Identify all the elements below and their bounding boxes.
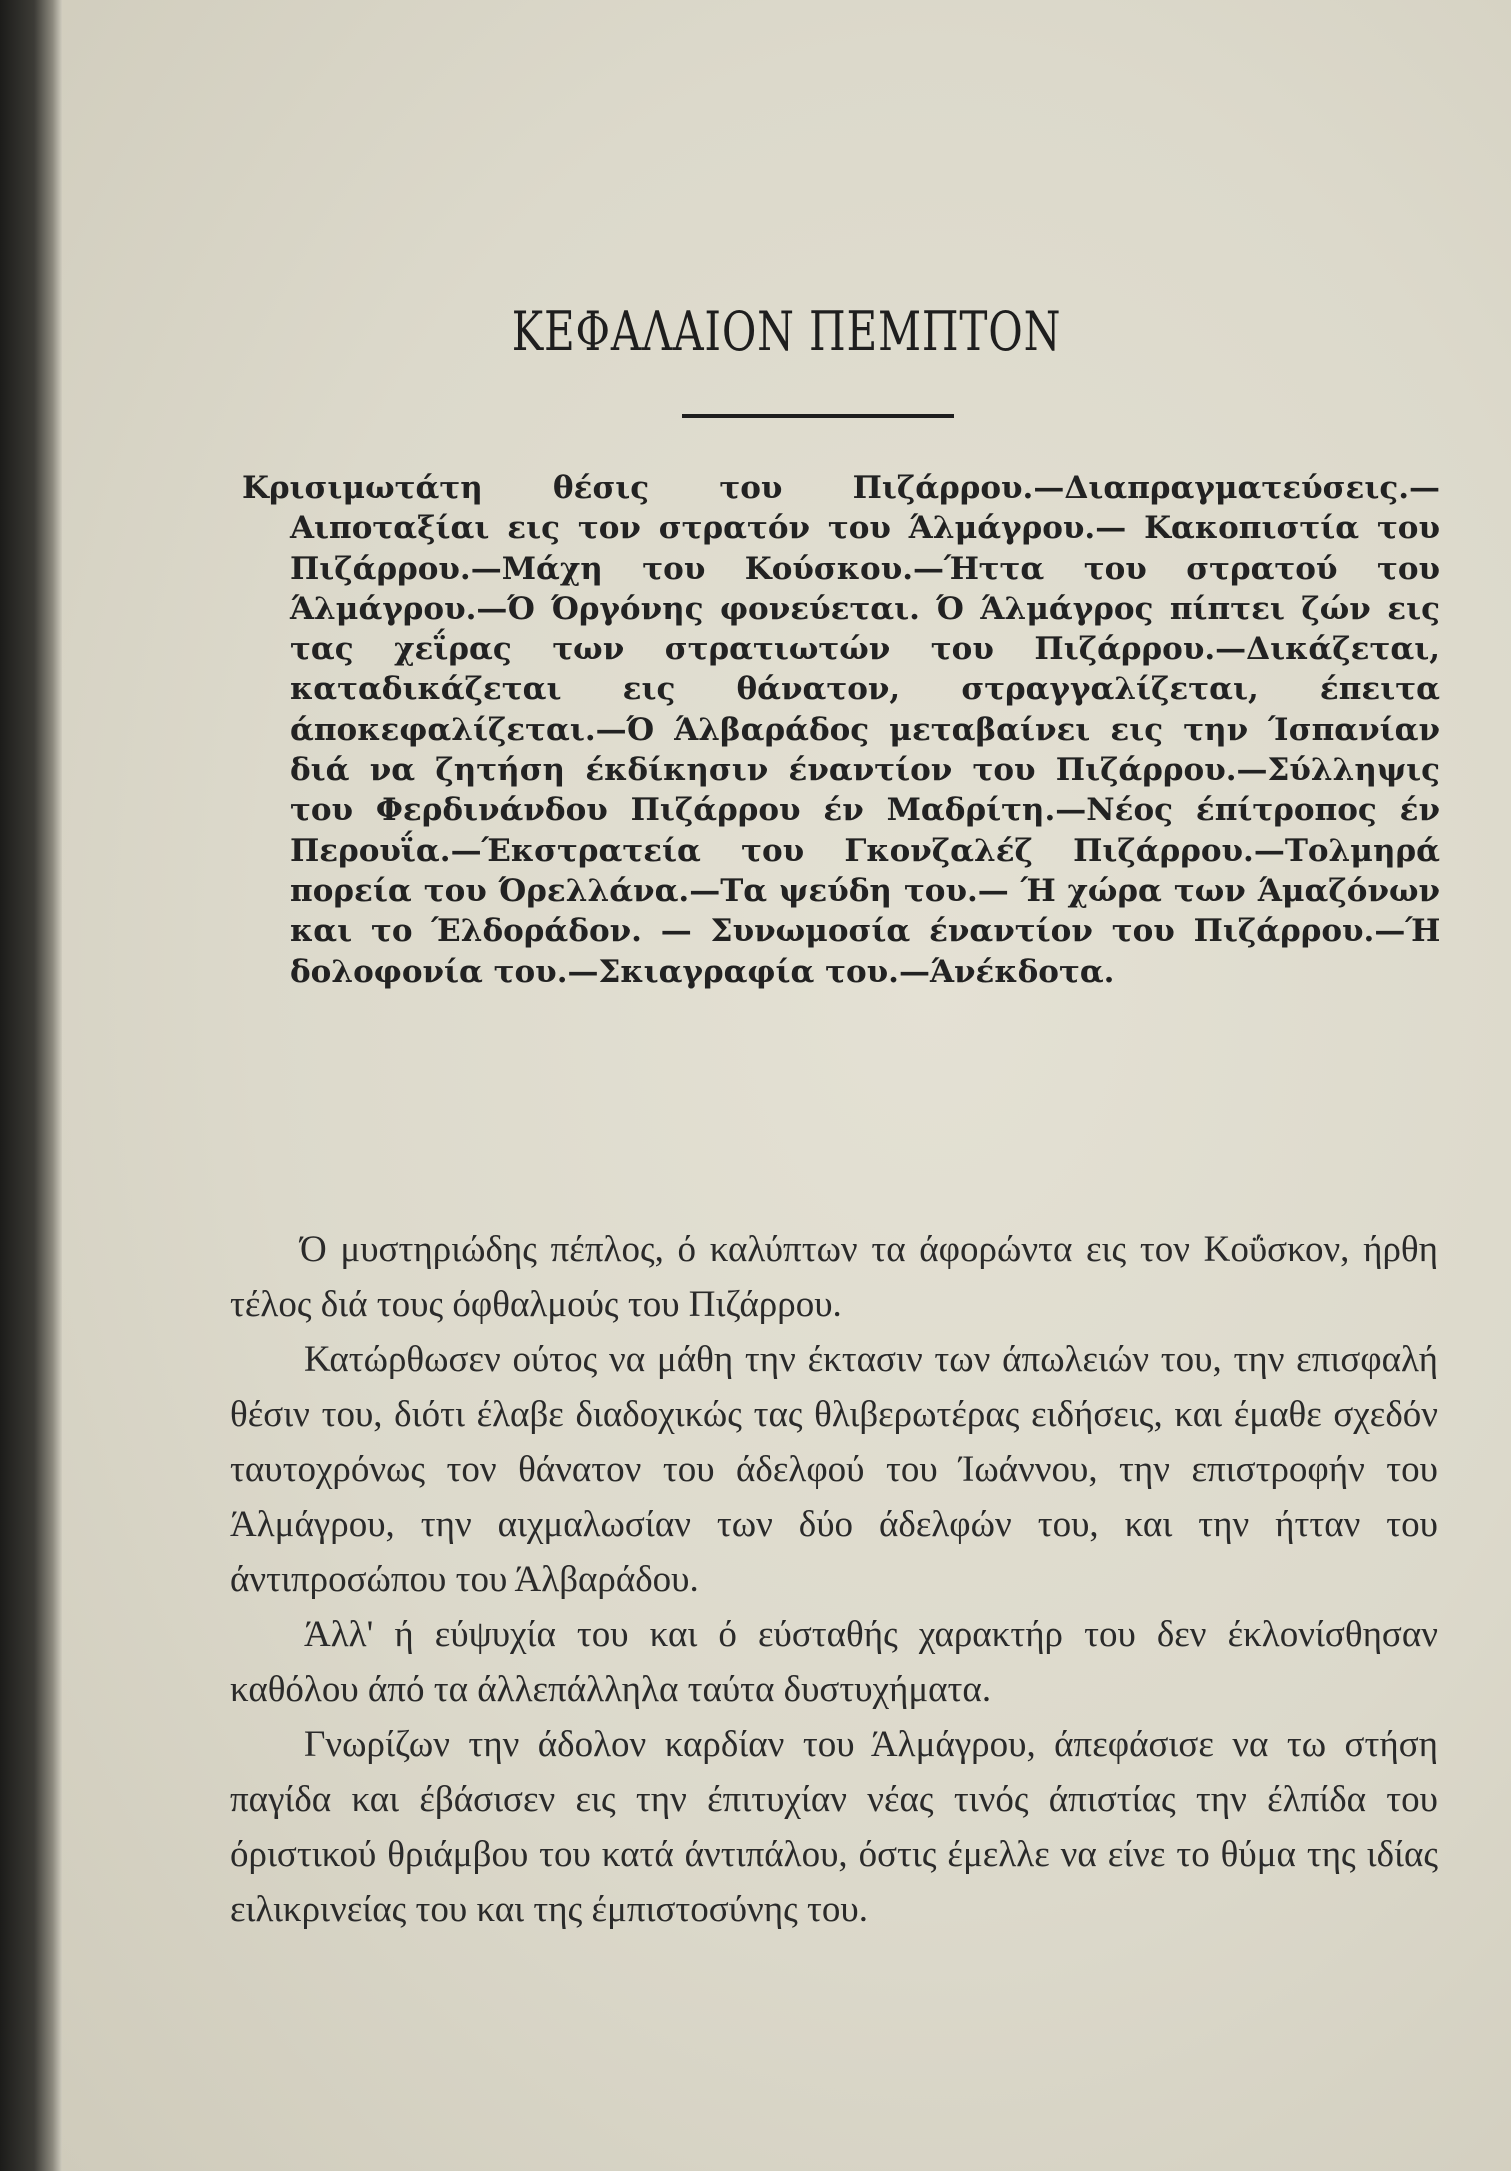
body-paragraph: Κατώρθωσεν ούτος να μάθη την έκτασιν των άπωλειών του, την επισφαλή θέσιν του, διότι έλαβε διαδοχικώς τας θλιβερωτέρας ειδήσεις, και έμαθε σχεδόν ταυτοχρόνως τον θάνατον του άδελφού του Ίωάννου, την επιστροφήν του Άλμάγρου, την αιχμαλωσίαν των δύο άδελφών του, και την ήτταν του άντιπροσώπου του Άλβαράδου.	[230, 1339, 1438, 1600]
body-paragraph: Γνωρίζων την άδολον καρδίαν του Άλμάγρου, άπεφάσισε να τω στήση παγίδα και έβάσισεν εις την έπιτυχίαν νέας τινός άπιστίας την έλπίδα του όριστικού θριάμβου του κατά άντιπάλου, όστις έμελλε να είνε το θύμα της ιδίας ειλικρινείας του και της έμπιστοσύνης του.	[230, 1724, 1438, 1930]
book-page	[62, 0, 1511, 2171]
body-paragraph: Άλλ' ή εύψυχία του και ό εύσταθής χαρακτήρ του δεν έκλονίσθησαν καθόλου άπό τα άλλεπάλληλα ταύτα δυστυχήματα.	[230, 1614, 1438, 1710]
title-divider	[682, 414, 954, 418]
book-binding-edge	[0, 0, 62, 2171]
body-paragraph: Ό μυστηριώδης πέπλος, ό καλύπτων τα άφορώντα εις τον Κοΰσκον, ήρθη τέλος διά τους όφθαλμούς του Πιζάρρου.	[230, 1229, 1438, 1325]
chapter-summary: Κρισιμωτάτη θέσις του Πιζάρρου.—Διαπραγματεύσεις.— Αιποταξίαι εις τον στρατόν του Άλμάγρου.— Κακοπιστία του Πιζάρρου.—Μάχη του Κούσκου.—Ήττα του στρατού του Άλμάγρου.—Ό Όργόνης φονεύεται. Ό Άλμάγρος πίπτει ζών εις τας χεΐρας των στρατιωτών του Πιζάρρου.—Δικάζεται, καταδικάζεται εις θάνατον, στραγγαλίζεται, έπειτα άποκεφαλίζεται.—Ό Άλβαράδος μεταβαίνει εις την Ίσπανίαν διά να ζητήση έκδίκησιν έναντίον του Πιζάρρου.—Σύλληψις του Φερδινάνδου Πιζάρρου έν Μαδρίτη.—Νέος έπίτροπος έν Περουΐα.—Έκστρατεία του Γκονζαλέζ Πιζάρρου.—Τολμηρά πορεία του Όρελλάνα.—Τα ψεύδη του.— Ή χώρα των Άμαζόνων και το Έλδοράδον. — Συνωμοσία έναντίον του Πιζάρρου.—Ή δολοφονία του.—Σκιαγραφία του.—Άνέκδοτα.	[242, 470, 1440, 990]
chapter-body	[230, 1222, 1438, 1937]
chapter-title: ΚΕΦΑΛΑΙΟΝ ΠΕΜΠΤΟΝ	[511, 300, 1062, 363]
